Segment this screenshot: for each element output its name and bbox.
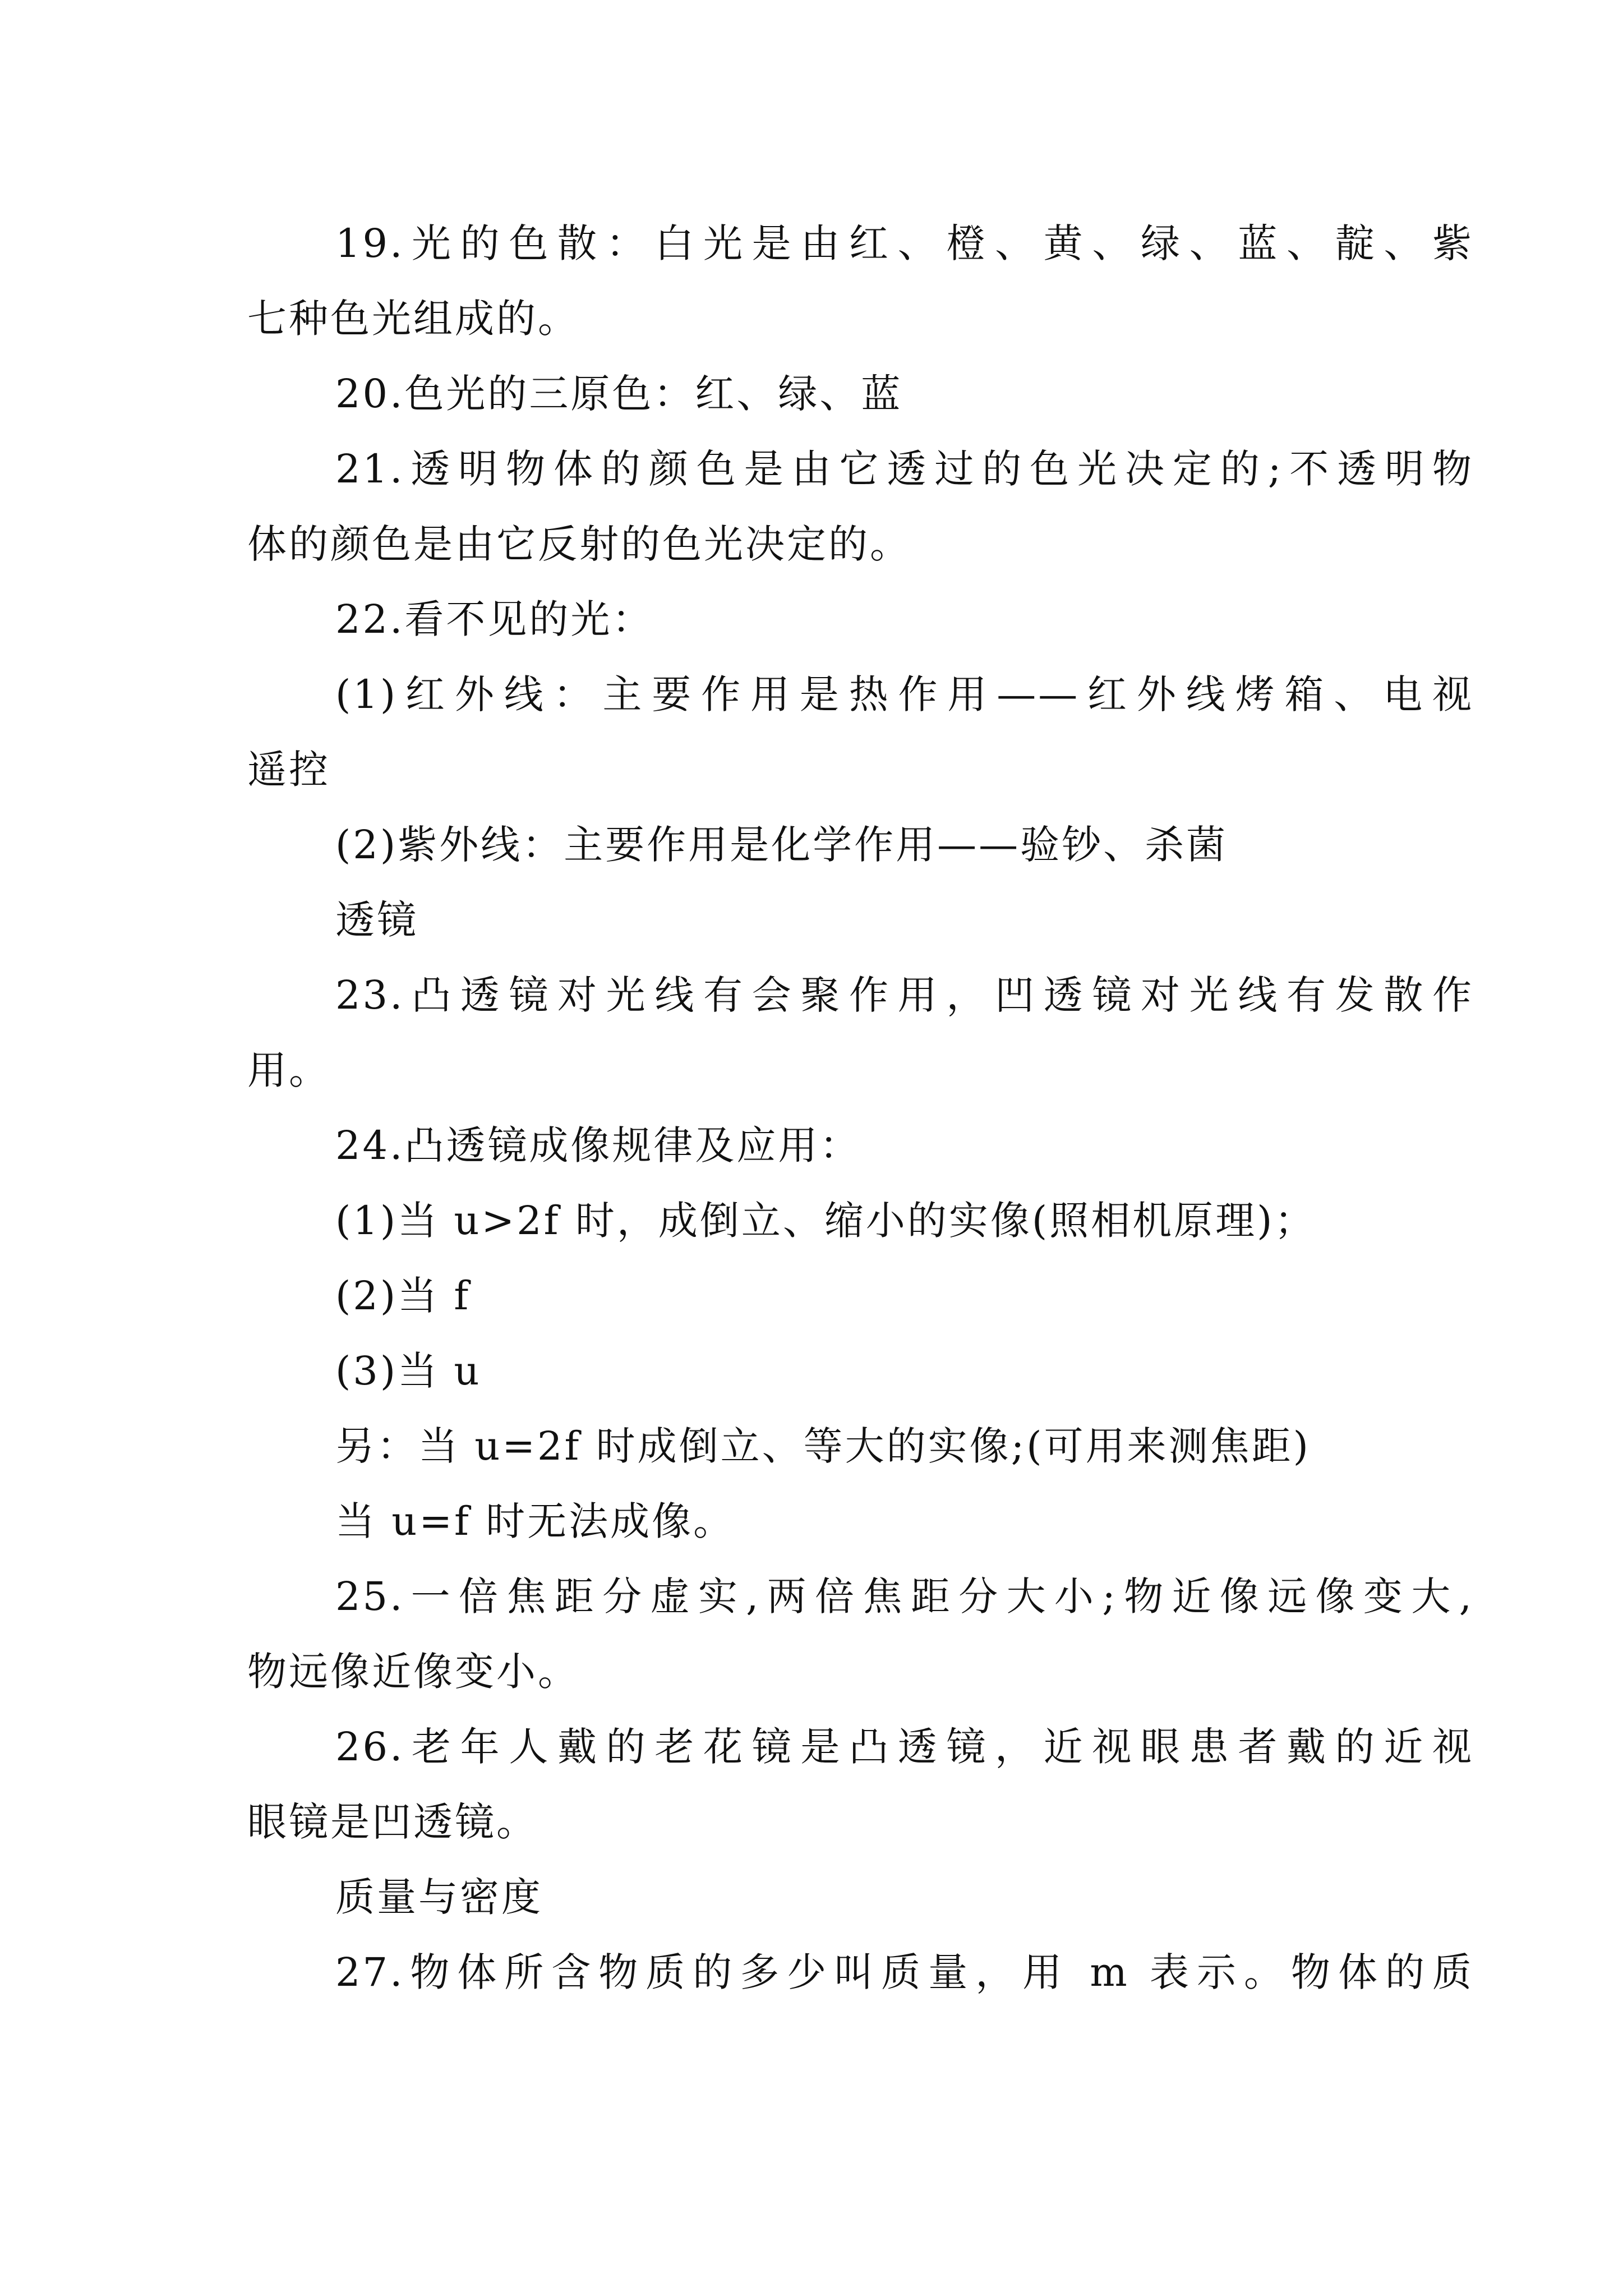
text-line-2: 七种色光组成的。: [247, 296, 579, 342]
text-line-20: 物远像近像变小。: [247, 1649, 579, 1695]
text-line-5: 体的颜色是由它反射的色光决定的。: [247, 521, 911, 567]
text-line-6: 22.看不见的光：: [335, 596, 654, 642]
text-line-11: 23.凸透镜对光线有会聚作用，凹透镜对光线有发散作: [335, 972, 1474, 1018]
text-line-24: 27.物体所含物质的多少叫质量，用 m 表示。物体的质: [335, 1949, 1474, 1995]
text-line-9: (2)紫外线：主要作用是化学作用——验钞、杀菌: [335, 822, 1228, 868]
text-line-7: (1)红外线：主要作用是热作用——红外线烤箱、电视: [335, 671, 1474, 717]
text-line-21: 26.老年人戴的老花镜是凸透镜，近视眼患者戴的近视: [335, 1724, 1474, 1770]
text-line-4: 21.透明物体的颜色是由它透过的色光决定的;不透明物: [335, 446, 1474, 492]
text-line-8: 遥控: [247, 747, 330, 793]
text-line-15: (2)当 f: [335, 1273, 471, 1319]
text-line-3: 20.色光的三原色：红、绿、蓝: [335, 371, 903, 417]
section-heading-lens: 透镜: [335, 897, 418, 943]
text-line-1: 19.光的色散：白光是由红、橙、黄、绿、蓝、靛、紫: [335, 220, 1474, 266]
text-line-14: (1)当 u>2f 时，成倒立、缩小的实像(照相机原理)；: [335, 1198, 1316, 1244]
text-line-22: 眼镜是凹透镜。: [247, 1799, 538, 1845]
text-line-12: 用。: [247, 1047, 330, 1093]
text-line-18: 当 u=f 时无法成像。: [335, 1498, 735, 1544]
section-heading-mass-density: 质量与密度: [335, 1874, 543, 1920]
text-line-16: (3)当 u: [335, 1348, 482, 1394]
text-line-17: 另：当 u=2f 时成倒立、等大的实像;(可用来测焦距): [335, 1423, 1311, 1469]
text-line-19: 25.一倍焦距分虚实,两倍焦距分大小;物近像远像变大,: [335, 1573, 1474, 1619]
text-line-13: 24.凸透镜成像规律及应用：: [335, 1122, 861, 1168]
